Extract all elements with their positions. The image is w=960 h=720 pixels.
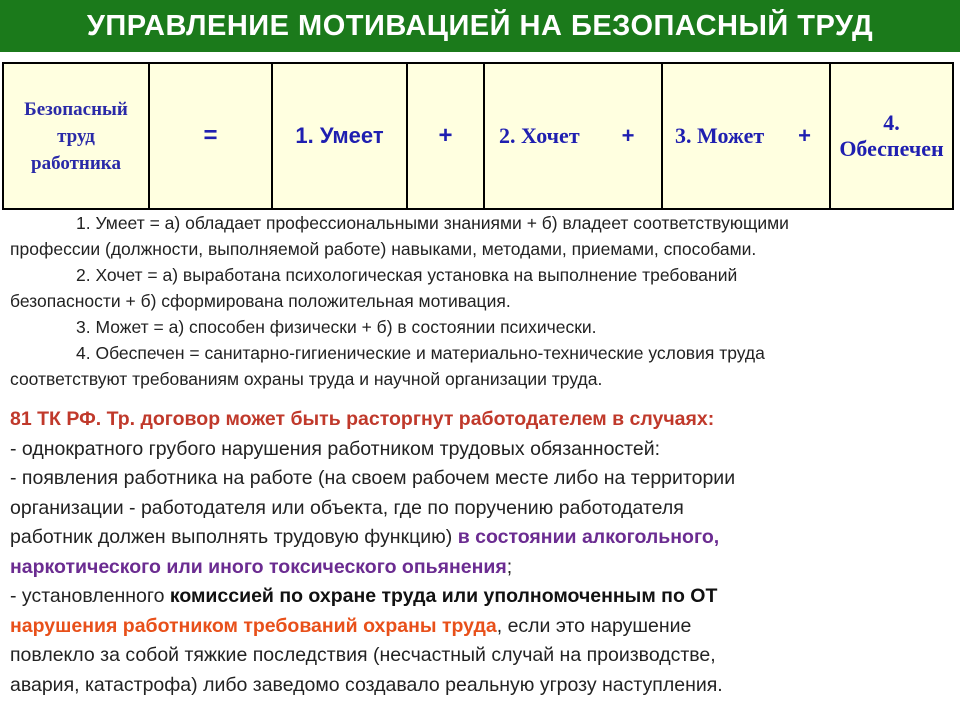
law-paragraph (10, 523, 950, 553)
subject-line-1: Безопасный (24, 98, 128, 120)
definition-line: соответствуют требованиям охраны труда и научной организации труда. (10, 369, 603, 389)
law-paragraph: повлекло за собой тяжкие последствия (несчастный случай на производстве, (10, 644, 716, 666)
labor-code-block (10, 405, 950, 700)
law-emphasis-intoxication: наркотического или иного токсического опьянения (10, 555, 507, 578)
formula-table (2, 62, 954, 210)
law-text: - установленного (10, 585, 170, 607)
law-paragraph (10, 553, 950, 583)
law-paragraph: организации - работодателя или объекта, где по поручению работодателя (10, 496, 684, 519)
definition-line: 2. Хочет = а) выработана психологическая установка на выполнение требований (76, 265, 738, 285)
law-paragraph: - однократного грубого нарушения работником трудовых обязанностей: (10, 437, 661, 460)
formula-subject-cell (4, 64, 150, 208)
law-text: ; (506, 555, 513, 578)
formula-item-2: 2. Хочет (499, 123, 580, 148)
definitions-block (10, 210, 952, 392)
law-paragraph (10, 612, 950, 642)
formula-plus-1: + (408, 64, 485, 208)
law-heading: 81 ТК РФ. Тр. договор может быть расторгнут работодателем в случаях: (10, 408, 715, 430)
subject-line-2: труд (57, 125, 95, 147)
formula-item-3-cell (663, 64, 831, 208)
law-text: работник должен выполнять трудовую функцию) (10, 526, 458, 548)
definition-line: 1. Умеет = а) обладает профессиональными знаниями + б) владеет соответствующими (76, 213, 789, 233)
formula-plus-2: + (621, 123, 635, 148)
formula-item-3: 3. Может (675, 123, 765, 148)
definition-line: 3. Может = а) способен физически + б) в состоянии психически. (76, 317, 597, 337)
law-text: , если это нарушение (496, 614, 692, 637)
law-paragraph: - появления работника на работе (на своем рабочем месте либо на территории (10, 467, 736, 489)
law-emphasis-alcohol: в состоянии алкогольного, (457, 526, 720, 548)
law-paragraph: авария, катастрофа) либо заведомо создавало реальную угрозу наступления. (10, 673, 723, 696)
formula-item-4: 4. Обеспечен (839, 110, 944, 161)
formula-item-1: 1. Умеет (273, 64, 408, 208)
formula-equals: = (150, 64, 273, 208)
definition-line: профессии (должности, выполняемой работе) навыками, методами, приемами, способами. (10, 239, 757, 259)
formula-plus-3: + (798, 123, 812, 148)
definition-line: 4. Обеспечен = санитарно-гигиенические и материально-технические условия труда (76, 343, 765, 363)
formula-item-2-cell (485, 64, 663, 208)
law-emphasis-violation: нарушения работником требований охраны труда (10, 614, 497, 637)
page-title: УПРАВЛЕНИЕ МОТИВАЦИЕЙ НА БЕЗОПАСНЫЙ ТРУД (0, 0, 960, 52)
law-emphasis-commission: комиссией по охране труда или уполномоченным по ОТ (169, 585, 718, 607)
subject-line-3: работника (31, 152, 121, 174)
law-paragraph (10, 582, 950, 612)
definition-line: безопасности + б) сформирована положительная мотивация. (10, 291, 511, 311)
